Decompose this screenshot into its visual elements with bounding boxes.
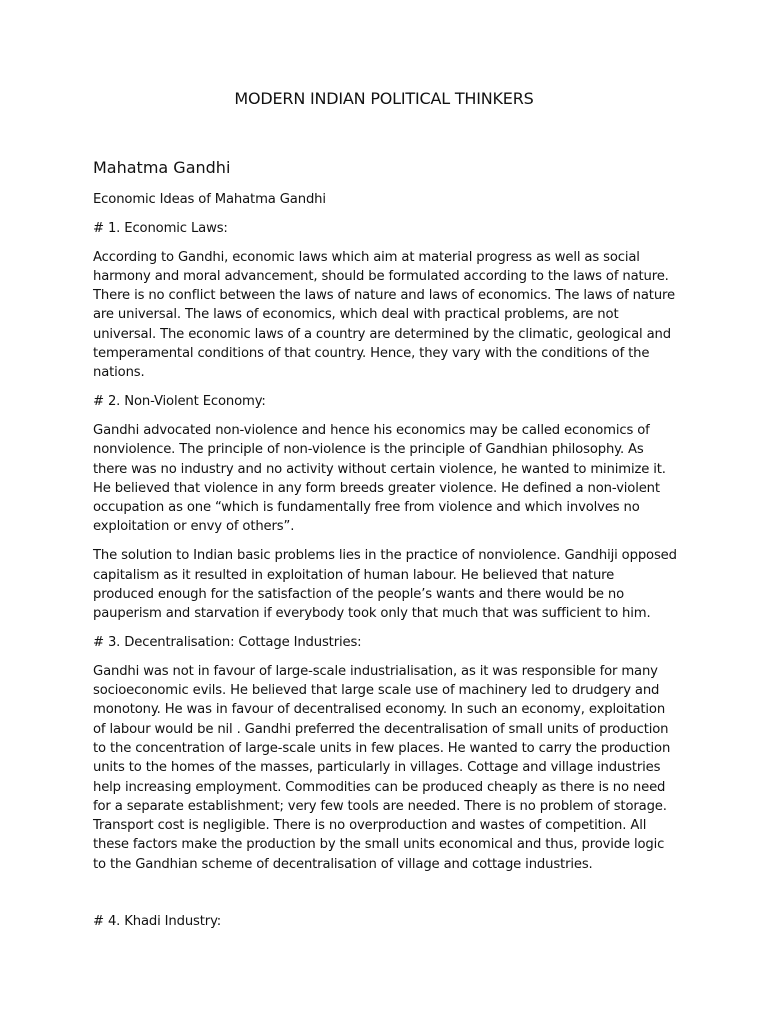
section-heading-decentralisation: # 3. Decentralisation: Cottage Industries: — [93, 634, 362, 650]
section-author-heading: Mahatma Gandhi — [93, 158, 231, 177]
document-subtitle: Economic Ideas of Mahatma Gandhi — [93, 192, 326, 207]
paragraph-decentralisation: Gandhi was not in favour of large-scale industrialisation, as it was responsible for many socioeconomic evils. He believed that large scale use of machinery led to drudgery and monotony. He was in favour of decentralised economy. In such an economy, exploitation of labour would be nil . Gandhi preferred the decentralisation of small units of production to the concentration of large-scale units in few places. He wanted to carry the production units to the homes of the masses, particularly in villages. Cottage and village industries help increasing employment. Commodities can be produced cheaply as there is no need for a separate establishment; very few tools are needed. There is no problem of storage. Transport cost is negligible. There is no overproduction and wastes of competition. All these factors make the production by the small units economical and thus, provide logic to the Gandhian scheme of decentralisation of village and cottage industries. — [93, 663, 671, 872]
paragraph-non-violent-economy-1: Gandhi advocated non-violence and hence his economics may be called economics of nonviolence. The principle of non-violence is the principle of Gandhian philosophy. As there was no industry and no activity without certain violence, he wanted to minimize it. He believed that violence in any form breeds greater violence. He defined a non-violent occupation as one “which is fundamentally free from violence and which involves no exploitation or envy of others”. — [93, 422, 666, 535]
section-heading-khadi-industry: # 4. Khadi Industry: — [93, 914, 222, 929]
document-body — [93, 190, 677, 941]
section-heading-economic-laws: # 1. Economic Laws: — [93, 220, 228, 236]
document-title: MODERN INDIAN POLITICAL THINKERS — [234, 89, 534, 108]
paragraph-non-violent-economy-2: The solution to Indian basic problems lies in the practice of nonviolence. Gandhiji opposed capitalism as it resulted in exploitation of human labour. He believed that nature produced enough for the satisfaction of the people’s wants and there would be no pauperism and starvation if everybody took only that much that was sufficient to him. — [93, 548, 677, 622]
section-heading-non-violent-economy: # 2. Non-Violent Economy: — [93, 394, 266, 410]
paragraph-economic-laws: According to Gandhi, economic laws which aim at material progress as well as social harmony and moral advancement, should be formulated according to the laws of nature. There is no conflict between the laws of nature and laws of economics. The laws of nature are universal. The laws of economics, which deal with practical problems, are not universal. The economic laws of a country are determined by the climatic, geological and temperamental conditions of that country. Hence, they vary with the conditions of the nations. — [93, 249, 675, 381]
